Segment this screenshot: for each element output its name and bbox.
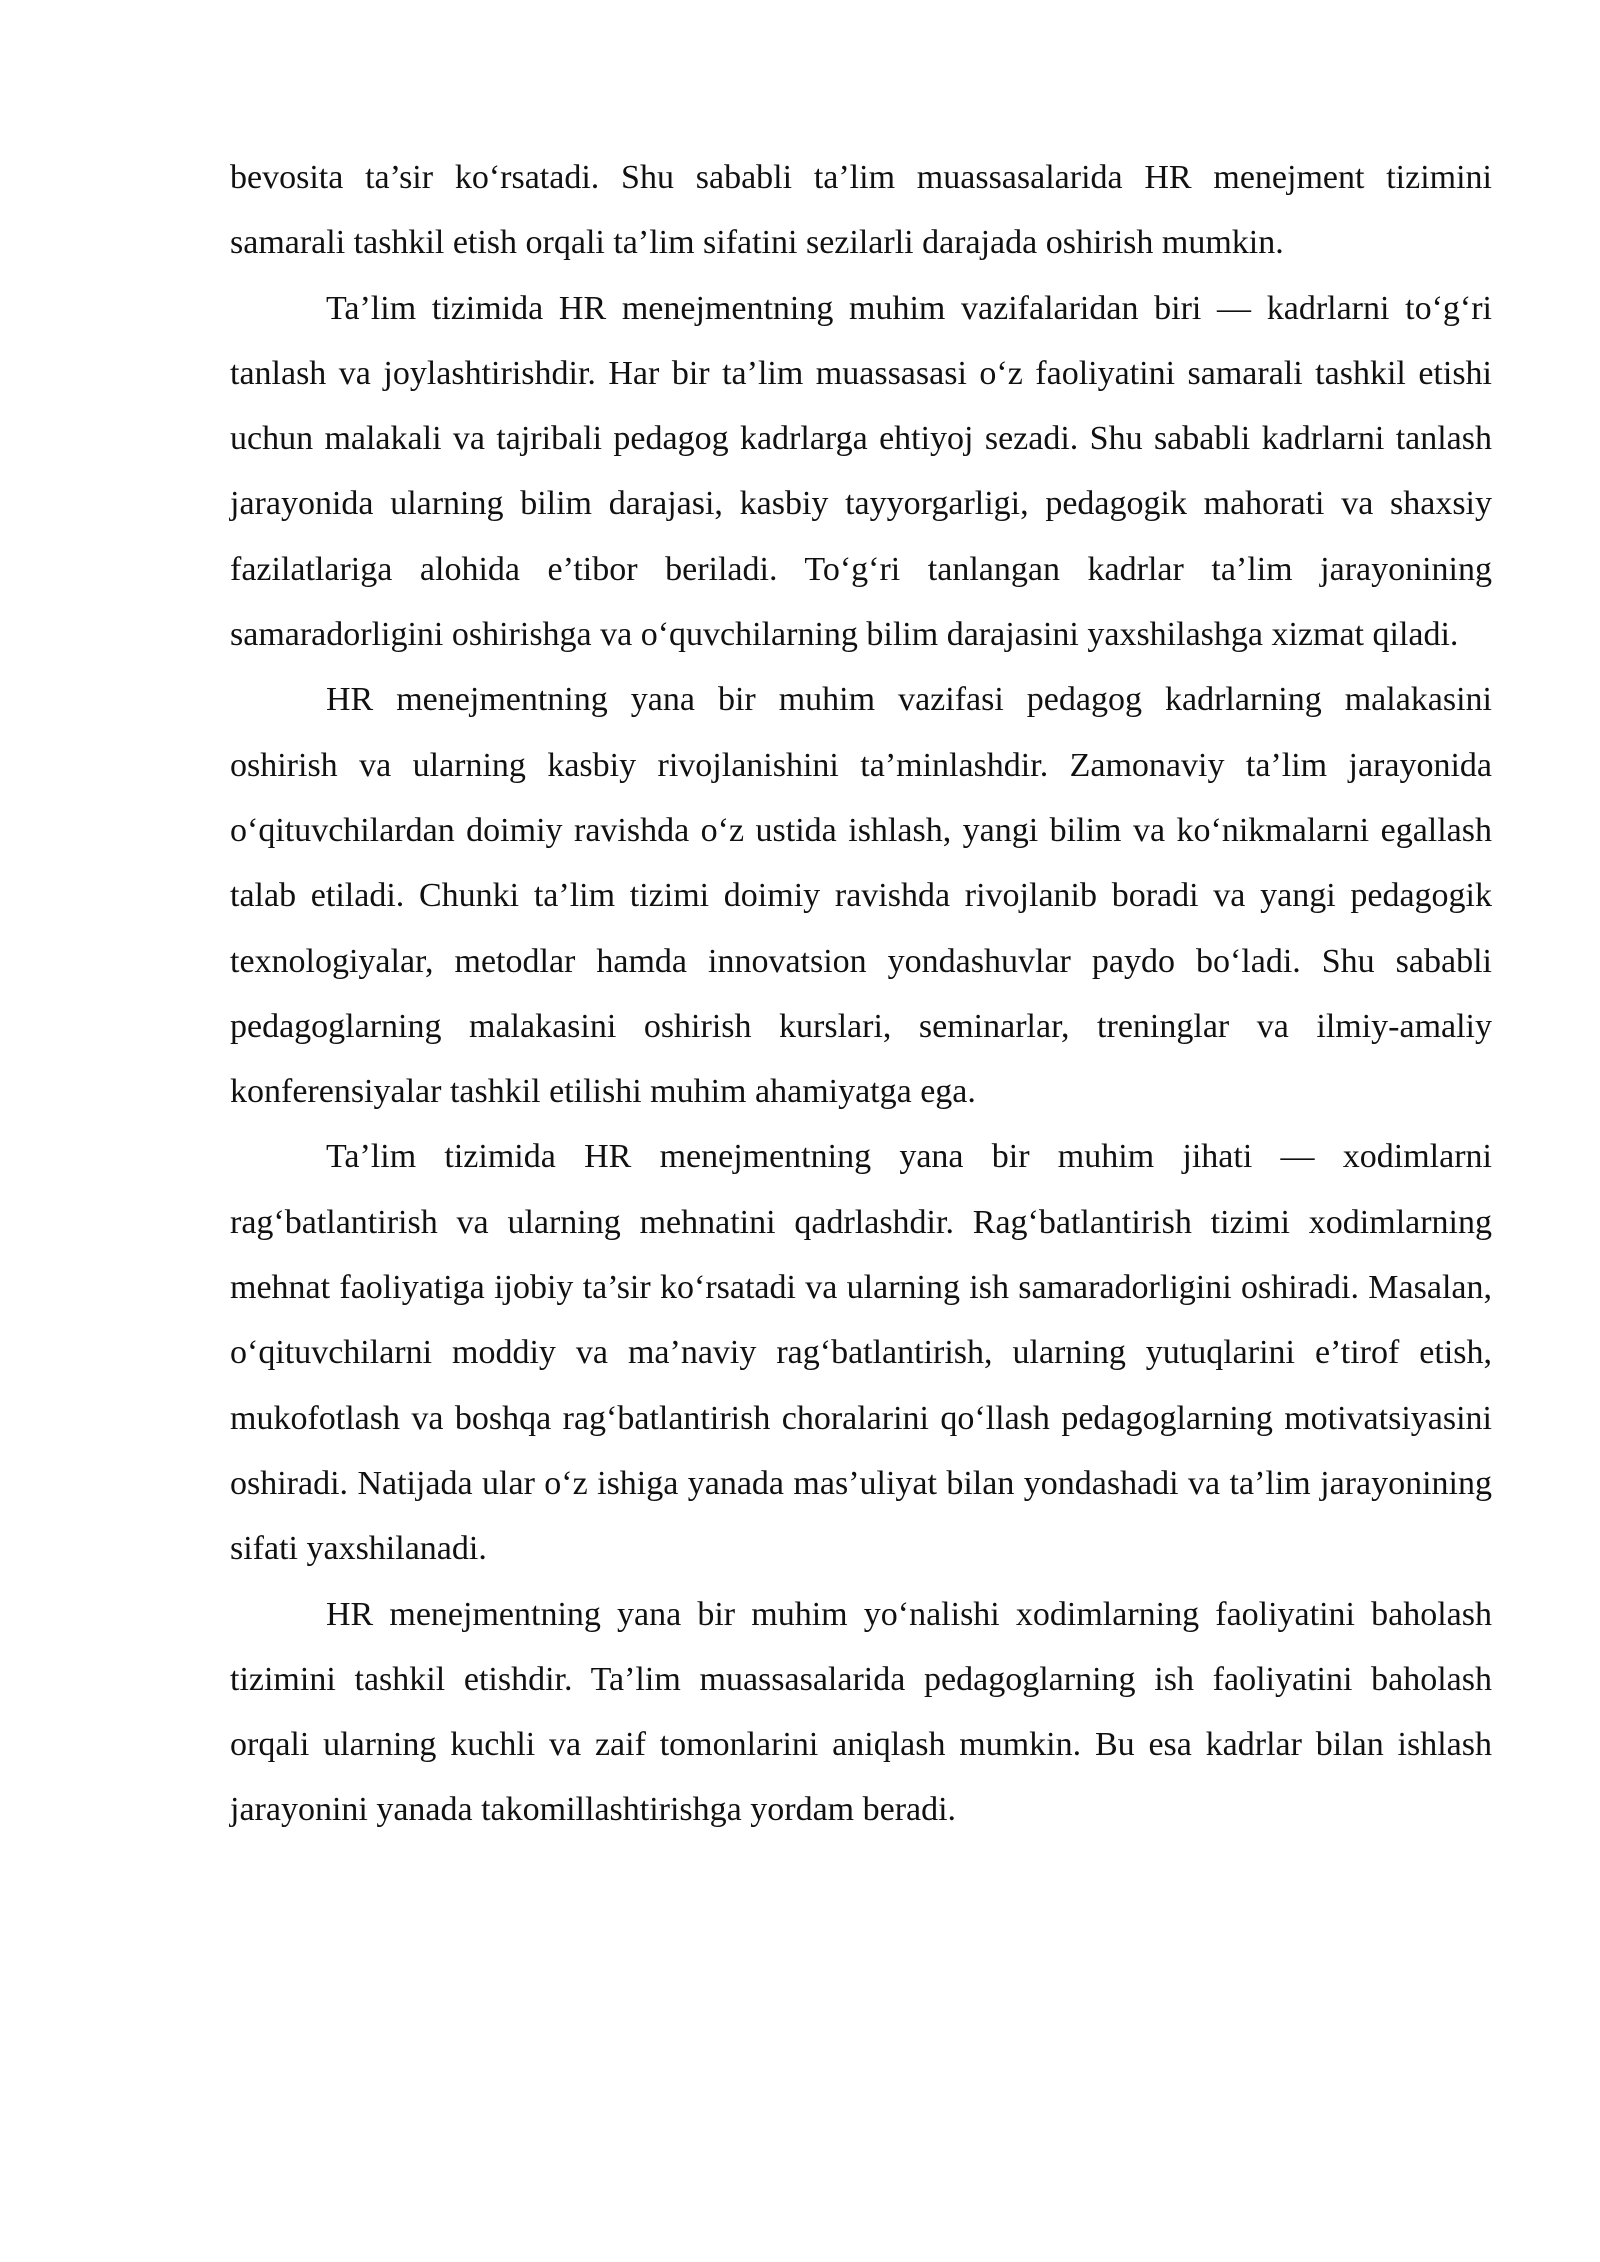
paragraph: Ta’lim tizimida HR menejmentning yana bir muhim jihati — xodimlarni rag‘batlantirish va ularning mehnatini qadrlashdir. Rag‘batlantirish tizimi xodimlarning mehnat faoliyatiga ijobiy ta’sir ko‘rsatadi va ularning ish samaradorligini oshiradi. Masalan, o‘qituvchilarni moddiy va ma’naviy rag‘batlantirish, ularning yutuqlarini e’tirof etish, mukofotlash va boshqa rag‘batlantirish choralarini qo‘llash pedagoglarning motivatsiyasini oshiradi. Natijada ular o‘z ishiga yanada mas’uliyat bilan yondashadi va ta’lim jarayonining sifati yaxshilanadi. <box>230 1138 1492 1568</box>
paragraph: bevosita ta’sir ko‘rsatadi. Shu sababli ta’lim muassasalarida HR menejment tizimini samarali tashkil etish orqali ta’lim sifatini sezilarli darajada oshirish mumkin. <box>230 159 1492 262</box>
paragraph: HR menejmentning yana bir muhim vazifasi pedagog kadrlarning malakasini oshirish va ularning kasbiy rivojlanishini ta’minlashdir. Zamonaviy ta’lim jarayonida o‘qituvchilardan doimiy ravishda o‘z ustida ishlash, yangi bilim va ko‘nikmalarni egallash talab etiladi. Chunki ta’lim tizimi doimiy ravishda rivojlanib boradi va yangi pedagogik texnologiyalar, metodlar hamda innovatsion yondashuvlar paydo bo‘ladi. Shu sababli pedagoglarning malakasini oshirish kurslari, seminarlar, treninglar va ilmiy-amaliy konferensiyalar tashkil etilishi muhim ahamiyatga ega. <box>230 681 1492 1111</box>
paragraph: Ta’lim tizimida HR menejmentning muhim vazifalaridan biri — kadrlarni to‘g‘ri tanlash va joylashtirishdir. Har bir ta’lim muassasasi o‘z faoliyatini samarali tashkil etishi uchun malakali va tajribali pedagog kadrlarga ehtiyoj sezadi. Shu sababli kadrlarni tanlash jarayonida ularning bilim darajasi, kasbiy tayyorgarligi, pedagogik mahorati va shaxsiy fazilatlariga alohida e’tibor beriladi. To‘g‘ri tanlangan kadrlar ta’lim jarayonining samaradorligini oshirishga va o‘quvchilarning bilim darajasini yaxshilashga xizmat qiladi. <box>230 289 1492 654</box>
document-page <box>230 145 1492 1843</box>
paragraph-last: HR menejmentning yana bir muhim yo‘nalishi xodimlarning faoliyatini baholash tizimini tashkil etishdir. Ta’lim muassasalarida pedagoglarning ish faoliyatini baholash orqali ularning kuchli va zaif tomonlarini aniqlash mumkin. Bu esa kadrlar bilan ishlash jarayonini yanada takomillashtirishga yordam beradi. <box>230 1595 1492 1829</box>
